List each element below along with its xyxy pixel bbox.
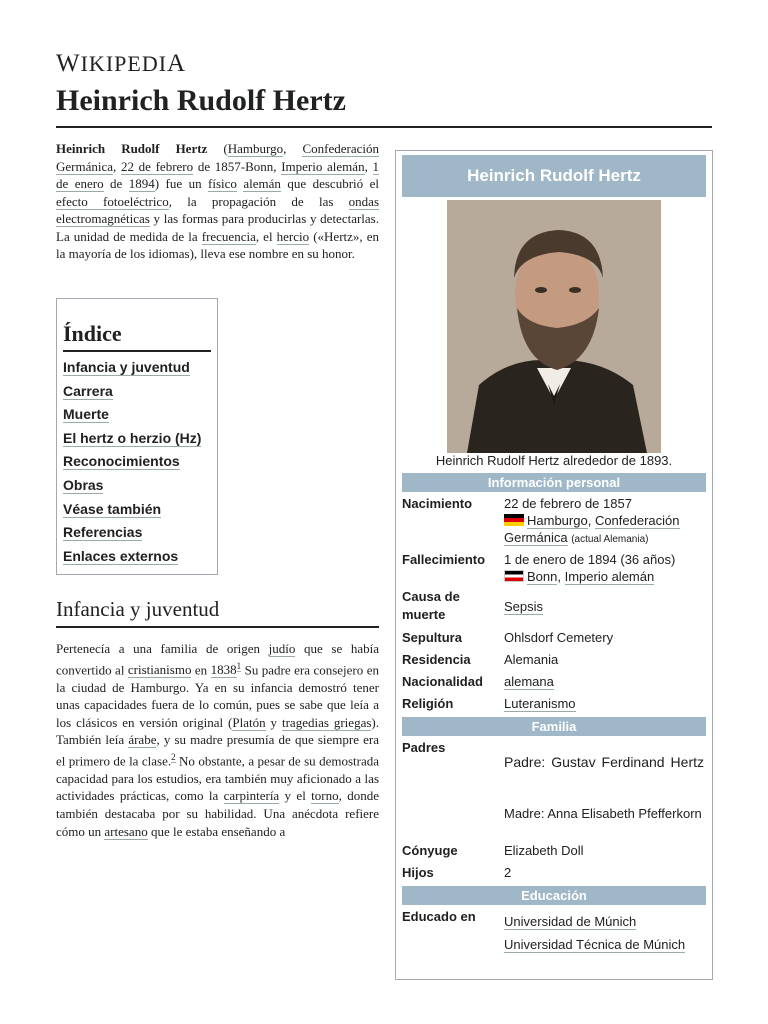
- table-of-contents: [56, 298, 218, 575]
- link-death-country[interactable]: Imperio alemán: [564, 569, 655, 584]
- birth-note: (actual Alemania): [571, 534, 649, 545]
- link-efecto[interactable]: efecto fotoeléctrico: [56, 193, 169, 209]
- image-caption: Heinrich Rudolf Hertz alrededor de 1893.: [435, 453, 673, 468]
- toc-item[interactable]: Muerte: [63, 406, 109, 423]
- toc-item[interactable]: Enlaces externos: [63, 547, 179, 564]
- label-hijos: Hijos: [402, 865, 434, 880]
- value-residencia: Alemania: [504, 652, 559, 667]
- link-hercio[interactable]: hercio: [276, 228, 310, 244]
- value-conyuge: Elizabeth Doll: [504, 843, 584, 858]
- label-nacimiento: Nacimiento: [402, 496, 473, 511]
- link-cristianismo[interactable]: cristianismo: [127, 661, 192, 677]
- value-hijos: 2: [504, 865, 512, 880]
- link-universidad-tecnica[interactable]: Universidad Técnica de Múnich: [504, 937, 686, 952]
- value-causa: [504, 598, 704, 615]
- infobox: [395, 150, 713, 980]
- toc-item[interactable]: Véase también: [63, 500, 162, 517]
- german-empire-flag-icon: [504, 570, 524, 582]
- link-carpinteria[interactable]: carpintería: [223, 788, 280, 804]
- link-imperio[interactable]: Imperio alemán: [281, 158, 365, 174]
- link-birth-country[interactable]: Confederación Germánica: [504, 513, 680, 545]
- value-nacionalidad: [504, 673, 704, 690]
- logo-letter: A: [167, 50, 187, 77]
- band-familia: Familia: [402, 717, 706, 736]
- infobox-title: Heinrich Rudolf Hertz: [402, 155, 706, 197]
- link-platon[interactable]: Platón: [232, 714, 266, 730]
- value-educado: [504, 910, 704, 956]
- reference-2[interactable]: 2: [171, 751, 176, 762]
- value-religion: [504, 695, 704, 712]
- label-padres: Padres: [402, 740, 446, 755]
- band-educacion: Educación: [402, 886, 706, 905]
- link-birthdate[interactable]: 22 de febrero: [120, 158, 194, 174]
- logo-text: IKIPEDI: [80, 51, 168, 76]
- link-deathdate[interactable]: 1 de enero: [56, 158, 380, 191]
- link-1838[interactable]: 1838: [210, 661, 237, 677]
- value-madre: Madre: Anna Elisabeth Pfefferkorn: [504, 806, 702, 821]
- label-religion: Religión: [402, 696, 454, 711]
- label-educado: Educado en: [402, 909, 476, 924]
- section-paragraph: Pertenecía a una familia de origen judío que se había convertido al cristianismo en 1838$^1$ Su padre era consejero en la ciudad de Hamburgo. Ya en su infancia demostró tener unas capacidades fuera de lo común, pues se sabe que leía a los clásicos en versión original (Platón y tragedias griegas). También leía árabe, y su madre presumía de que siempre era el primero de la clase.$^2$ No obstante, a pesar de su demostrada capacidad para los estudios, era también muy aficionado a las actividades prácticas, como la carpintería y el torno, donde también destacaba por su habilidad. Una anécdota refiere cómo un artesano que le estaba enseñando a: [56, 641, 380, 839]
- intro-paragraph: Heinrich Rudolf Hertz (Hamburgo, Confederación Germánica, 22 de febrero de 1857-Bonn, Imperio alemán, 1 de enero de 1894) fue un físico alemán que descubrió el efecto fotoeléctrico, la propagación de las ondas electromagnéticas y las formas para producirlas y detectarlas. La unidad de medida de la frecuencia, el hercio («Hertz», en la mayoría de los idiomas), lleva ese nombre en su honor.: [56, 141, 380, 261]
- link-1894[interactable]: 1894: [128, 176, 155, 191]
- toc-title: Índice: [63, 321, 211, 352]
- link-luteranismo[interactable]: Luteranismo: [504, 696, 576, 711]
- link-death-city[interactable]: Bonn: [527, 569, 558, 584]
- value-padre: Padre: Gustav Ferdinand Hertz: [504, 754, 704, 770]
- label-fallecimiento: Fallecimiento: [402, 552, 486, 567]
- toc-item[interactable]: Infancia y juventud: [63, 359, 190, 375]
- link-aleman[interactable]: alemán: [243, 176, 281, 191]
- link-arabe[interactable]: árabe: [128, 732, 157, 748]
- germany-flag-icon: [504, 514, 524, 526]
- subject-name: Heinrich Rudolf Hertz: [56, 141, 208, 156]
- reference-1[interactable]: 1: [236, 660, 242, 671]
- value-nacimiento: 22 de febrero de 1857 Hamburgo, Confederación Germánica (actual Alemania): [504, 496, 680, 545]
- toc-item[interactable]: Obras: [63, 476, 104, 493]
- wikipedia-logo[interactable]: [56, 50, 186, 78]
- birth-date: 22 de febrero de 1857: [504, 496, 632, 511]
- link-fisico[interactable]: físico: [208, 176, 237, 191]
- link-universidad-munich[interactable]: Universidad de Múnich: [504, 914, 637, 929]
- link-hamburgo[interactable]: Hamburgo: [227, 141, 284, 156]
- link-frecuencia[interactable]: frecuencia: [201, 228, 256, 244]
- link-tragedias[interactable]: tragedias griegas: [281, 714, 372, 730]
- label-causa: Causa de muerte: [402, 589, 460, 622]
- toc-item[interactable]: El hertz o herzio (Hz): [63, 429, 202, 446]
- band-personal: Información personal: [402, 473, 706, 492]
- link-sepsis[interactable]: Sepsis: [504, 599, 544, 614]
- link-alemana[interactable]: alemana: [504, 674, 554, 689]
- toc-item[interactable]: Referencias: [63, 524, 143, 541]
- label-residencia: Residencia: [402, 652, 471, 667]
- label-sepultura: Sepultura: [402, 630, 462, 645]
- link-confederacion[interactable]: Confederación Germánica: [56, 141, 379, 174]
- toc-item[interactable]: Carrera: [63, 382, 113, 399]
- portrait-image[interactable]: [447, 200, 661, 453]
- link-torno[interactable]: torno: [311, 788, 339, 804]
- page-title: Heinrich Rudolf Hertz: [56, 84, 346, 117]
- death-date: 1 de enero de 1894 (36 años): [504, 552, 676, 567]
- section-heading: Infancia y juventud: [56, 597, 379, 628]
- link-artesano[interactable]: artesano: [104, 823, 148, 839]
- link-judio[interactable]: judío: [268, 641, 296, 656]
- value-fallecimiento: 1 de enero de 1894 (36 años) Bonn, Imperio alemán: [504, 552, 676, 584]
- toc-item[interactable]: Reconocimientos: [63, 453, 180, 470]
- title-divider: [56, 126, 712, 128]
- label-conyuge: Cónyuge: [402, 843, 458, 858]
- label-nacionalidad: Nacionalidad: [402, 674, 483, 689]
- link-ondas[interactable]: ondas electromagnéticas: [56, 193, 380, 226]
- value-sepultura: Ohlsdorf Cemetery: [504, 630, 614, 645]
- link-birth-city[interactable]: Hamburgo: [527, 513, 588, 528]
- logo-letter: W: [56, 50, 81, 77]
